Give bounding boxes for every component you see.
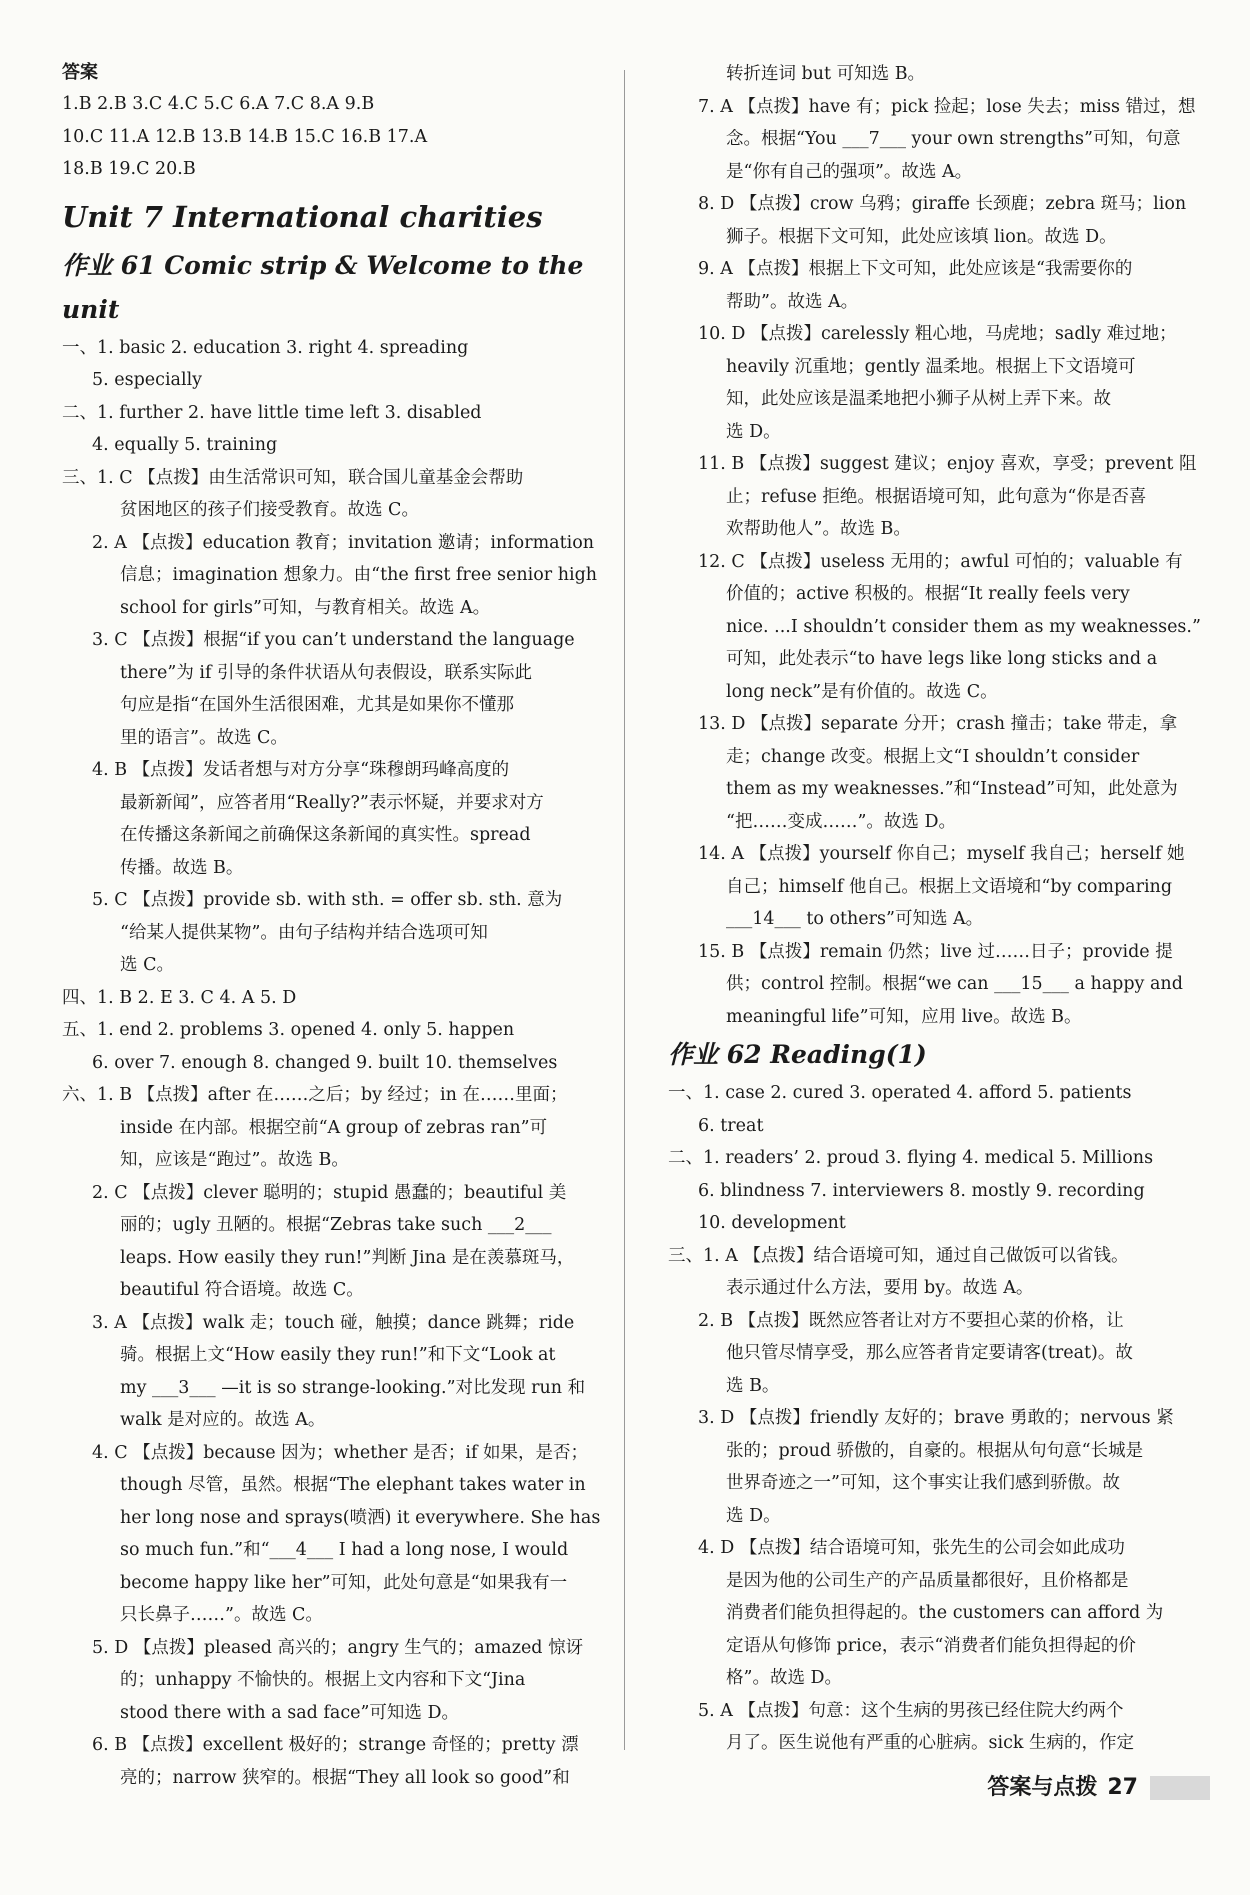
answer-line: heavily 沉重地；gently 温柔地。根据上下文语境可	[726, 356, 1136, 377]
answer-line: 欢帮助他人”。故选 B。	[726, 519, 911, 539]
answer-line: 世界奇迹之一”可知，这个事实让我们感到骄傲。故	[726, 1473, 1120, 1493]
page-footer	[987, 1770, 1210, 1801]
right-answer-lines-a	[668, 58, 1201, 1033]
answer-line: 自己；himself 他自己。根据上文语境和“by comparing	[726, 876, 1173, 897]
answer-line: 4. D 【点拨】结合语境可知，张先生的公司会如此成功	[698, 1538, 1125, 1558]
answer-line: ___14___ to others”可知选 A。	[726, 909, 984, 929]
homework-62-title: 作业 62 Reading(1)	[668, 1040, 927, 1069]
answer-line: 他只管尽情享受，那么应答者肯定要请客(treat)。故	[726, 1343, 1133, 1363]
answer-line: 4. C 【点拨】because 因为；whether 是否；if 如果，是否；	[92, 1442, 589, 1463]
answer-line: 选 B。	[726, 1375, 780, 1396]
answer-line: 6. B 【点拨】excellent 极好的；strange 奇怪的；pretty 漂	[92, 1735, 579, 1755]
answer-line: 格”。故选 D。	[726, 1668, 843, 1688]
answer-line: leaps. How easily they run!”判断 Jina 是在羡慕斑马，	[120, 1247, 575, 1268]
answer-line: them as my weaknesses.”和“Instead”可知，此处意为	[726, 779, 1178, 799]
answer-line: 念。根据“You ___7___ your own strengths”可知，句意	[726, 129, 1181, 149]
answer-line: 在传播这条新闻之前确保这条新闻的真实性。spread	[120, 825, 531, 845]
answer-line: 二、1. readers’ 2. proud 3. flying 4. medical 5. Millions	[668, 1148, 1154, 1168]
answer-line: my ___3___ —it is so strange-looking.”对比发现 run 和	[120, 1377, 586, 1398]
answer-line: 帮助”。故选 A。	[726, 291, 859, 312]
answer-line: 13. D 【点拨】separate 分开；crash 撞击；take 带走，拿	[698, 714, 1178, 734]
answer-line: 2. C 【点拨】clever 聪明的；stupid 愚蠢的；beautiful 美	[92, 1182, 567, 1203]
answer-line: 三、1. A 【点拨】结合语境可知，通过自己做饭可以省钱。	[668, 1245, 1129, 1266]
answer-line: 最新新闻”，应答者用“Really?”表示怀疑，并要求对方	[120, 792, 544, 813]
answer-line: 三、1. C 【点拨】由生活常识可知，联合国儿童基金会帮助	[62, 467, 524, 488]
answer-line: 3. A 【点拨】walk 走；touch 碰，触摸；dance 跳舞；ride	[92, 1312, 575, 1333]
answer-line: 是因为他的公司生产的产品质量都很好，且价格都是	[726, 1570, 1129, 1591]
answer-key-line: 1.B 2.B 3.C 4.C 5.C 6.A 7.C 8.A 9.B	[62, 94, 375, 114]
right-answer-lines-b	[668, 1077, 1188, 1760]
answer-line: 转折连词 but 可知选 B。	[726, 64, 926, 84]
answer-key-line: 18.B 19.C 20.B	[62, 159, 196, 179]
answer-line: 四、1. B 2. E 3. C 4. A 5. D	[62, 987, 297, 1008]
answer-line: 6. treat	[698, 1115, 764, 1136]
page-number: 27	[1107, 1775, 1138, 1800]
answer-line: 止；refuse 拒绝。根据语境可知，此句意为“你是否喜	[726, 486, 1147, 507]
answer-line: 4. B 【点拨】发话者想与对方分享“珠穆朗玛峰高度的	[92, 760, 510, 780]
answer-line: though 尽管，虽然。根据“The elephant takes water in	[120, 1475, 586, 1495]
answer-line: beautiful 符合语境。故选 C。	[120, 1280, 364, 1300]
answer-line: 走；change 改变。根据上文“I shouldn’t consider	[726, 746, 1140, 767]
answer-line: 8. D 【点拨】crow 乌鸦；giraffe 长颈鹿；zebra 斑马；lion	[698, 194, 1187, 214]
answer-key-line: 10.C 11.A 12.B 13.B 14.B 15.C 16.B 17.A	[62, 126, 428, 147]
answer-line: meaningful life”可知，应用 live。故选 B。	[726, 1006, 1082, 1027]
answer-line: 供；control 控制。根据“we can ___15___ a happy and	[726, 974, 1183, 994]
answer-line: 10. development	[698, 1213, 846, 1233]
answer-line: 14. A 【点拨】yourself 你自己；myself 我自己；herself 她	[698, 844, 1185, 864]
right-column	[668, 58, 1201, 1760]
answer-line: 知，应该是“跑过”。故选 B。	[120, 1150, 349, 1170]
answer-line: 3. C 【点拨】根据“if you can’t understand the language	[92, 630, 575, 650]
answer-line: 传播。故选 B。	[120, 857, 244, 878]
answer-line: 6. blindness 7. interviewers 8. mostly 9. recording	[698, 1180, 1145, 1201]
answer-line: 二、1. further 2. have little time left 3. disabled	[62, 402, 482, 423]
answer-line: 2. A 【点拨】education 教育；invitation 邀请；information	[92, 532, 595, 553]
answer-line: 狮子。根据下文可知，此处应该填 lion。故选 D。	[726, 226, 1117, 247]
answer-line: 11. B 【点拨】suggest 建议；enjoy 喜欢，享受；prevent 阻	[698, 454, 1197, 474]
answer-line: 丽的；ugly 丑陋的。根据“Zebras take such ___2___	[120, 1215, 552, 1235]
answer-line: 贫困地区的孩子们接受教育。故选 C。	[120, 500, 419, 520]
answer-line: 5. especially	[92, 370, 203, 390]
answer-line: 定语从句修饰 price，表示“消费者们能负担得起的价	[726, 1635, 1136, 1656]
answer-line: walk 是对应的。故选 A。	[120, 1410, 326, 1430]
answers-heading: 答案	[62, 62, 98, 83]
footer-bar	[1150, 1776, 1210, 1800]
answer-line: 12. C 【点拨】useless 无用的；awful 可怕的；valuable 有	[698, 551, 1183, 572]
answer-line: 9. A 【点拨】根据上下文可知，此处应该是“我需要你的	[698, 259, 1133, 279]
answer-line: 是“你有自己的强项”。故选 A。	[726, 161, 973, 182]
answer-line: nice. ...I shouldn’t consider them as my weaknesses.”	[726, 616, 1201, 637]
answer-line: become happy like her”可知，此处句意是“如果我有一	[120, 1572, 568, 1593]
answer-line: 选 D。	[726, 421, 781, 442]
answer-line: 信息；imagination 想象力。由“the first free senior high	[120, 565, 598, 585]
answer-line: 五、1. end 2. problems 3. opened 4. only 5. happen	[62, 1020, 515, 1040]
answer-line: 只长鼻子……”。故选 C。	[120, 1605, 323, 1625]
answer-line: 4. equally 5. training	[92, 435, 278, 455]
answer-line: 价值的；active 积极的。根据“It really feels very	[726, 584, 1130, 604]
answer-line: 张的；proud 骄傲的，自豪的。根据从句句意“长城是	[726, 1440, 1144, 1461]
left-column	[62, 58, 608, 1794]
answer-line: 里的语言”。故选 C。	[120, 727, 288, 748]
answer-line: 5. C 【点拨】provide sb. with sth. = offer sb. sth. 意为	[92, 890, 563, 910]
answer-line: 可知，此处表示“to have legs like long sticks and a	[726, 649, 1158, 669]
answer-line: 选 C。	[120, 955, 174, 975]
answer-line: 15. B 【点拨】remain 仍然；live 过……日子；provide 提	[698, 941, 1173, 962]
answer-line: 的；unhappy 不愉快的。根据上文内容和下文“Jina	[120, 1670, 526, 1690]
answer-line: 知，此处应该是温柔地把小狮子从树上弄下来。故	[726, 389, 1111, 409]
answer-line: “把……变成……”。故选 D。	[726, 811, 956, 832]
answer-line: 句应是指“在国外生活很困难，尤其是如果你不懂那	[120, 695, 514, 715]
column-divider	[624, 70, 625, 1750]
unit-title: Unit 7 International charities	[62, 199, 543, 234]
footer-label: 答案与点拨	[987, 1775, 1098, 1800]
answer-line: stood there with a sad face”可知选 D。	[120, 1702, 460, 1723]
left-answer-lines	[62, 332, 608, 1795]
answer-line: 六、1. B 【点拨】after 在……之后；by 经过；in 在……里面；	[62, 1085, 568, 1105]
answer-line: 5. A 【点拨】句意：这个生病的男孩已经住院大约两个	[698, 1700, 1124, 1721]
answer-line: 一、1. case 2. cured 3. operated 4. afford 5. patients	[668, 1083, 1132, 1103]
answer-line: “给某人提供某物”。由句子结构并结合选项可知	[120, 922, 488, 943]
answer-line: so much fun.”和“___4___ I had a long nose, I would	[120, 1540, 569, 1560]
answer-line: 2. B 【点拨】既然应答者让对方不要担心菜的价格，让	[698, 1310, 1124, 1331]
answer-line: 消费者们能负担得起的。the customers can afford 为	[726, 1603, 1164, 1623]
answer-line: long neck”是有价值的。故选 C。	[726, 681, 998, 702]
answer-line: 亮的；narrow 狭窄的。根据“They all look so good”和	[120, 1767, 570, 1788]
answer-line: 10. D 【点拨】carelessly 粗心地，马虎地；sadly 难过地；	[698, 324, 1177, 344]
answer-line: 一、1. basic 2. education 3. right 4. spreading	[62, 337, 469, 358]
answer-line: 3. D 【点拨】friendly 友好的；brave 勇敢的；nervous 紧	[698, 1408, 1174, 1428]
answer-line: her long nose and sprays(喷洒) it everywhere. She has	[120, 1507, 601, 1528]
answer-line: there”为 if 引导的条件状语从句表假设，联系实际此	[120, 662, 533, 683]
answers-block	[62, 88, 608, 186]
homework-61-title: 作业 61 Comic strip & Welcome to the unit	[62, 250, 584, 324]
answer-line: 骑。根据上文“How easily they run!”和下文“Look at	[120, 1345, 556, 1365]
answer-line: 5. D 【点拨】pleased 高兴的；angry 生气的；amazed 惊讶	[92, 1637, 584, 1658]
answer-line: 选 D。	[726, 1505, 781, 1526]
answer-line: 表示通过什么方法，要用 by。故选 A。	[726, 1278, 1034, 1298]
answer-line: 7. A 【点拨】have 有；pick 捡起；lose 失去；miss 错过，想	[698, 96, 1196, 117]
answer-line: inside 在内部。根据空前“A group of zebras ran”可	[120, 1117, 548, 1138]
answer-line: 月了。医生说他有严重的心脏病。sick 生病的，作定	[726, 1733, 1135, 1753]
answer-line: school for girls”可知，与教育相关。故选 A。	[120, 597, 491, 618]
answer-line: 6. over 7. enough 8. changed 9. built 10. themselves	[92, 1052, 558, 1073]
